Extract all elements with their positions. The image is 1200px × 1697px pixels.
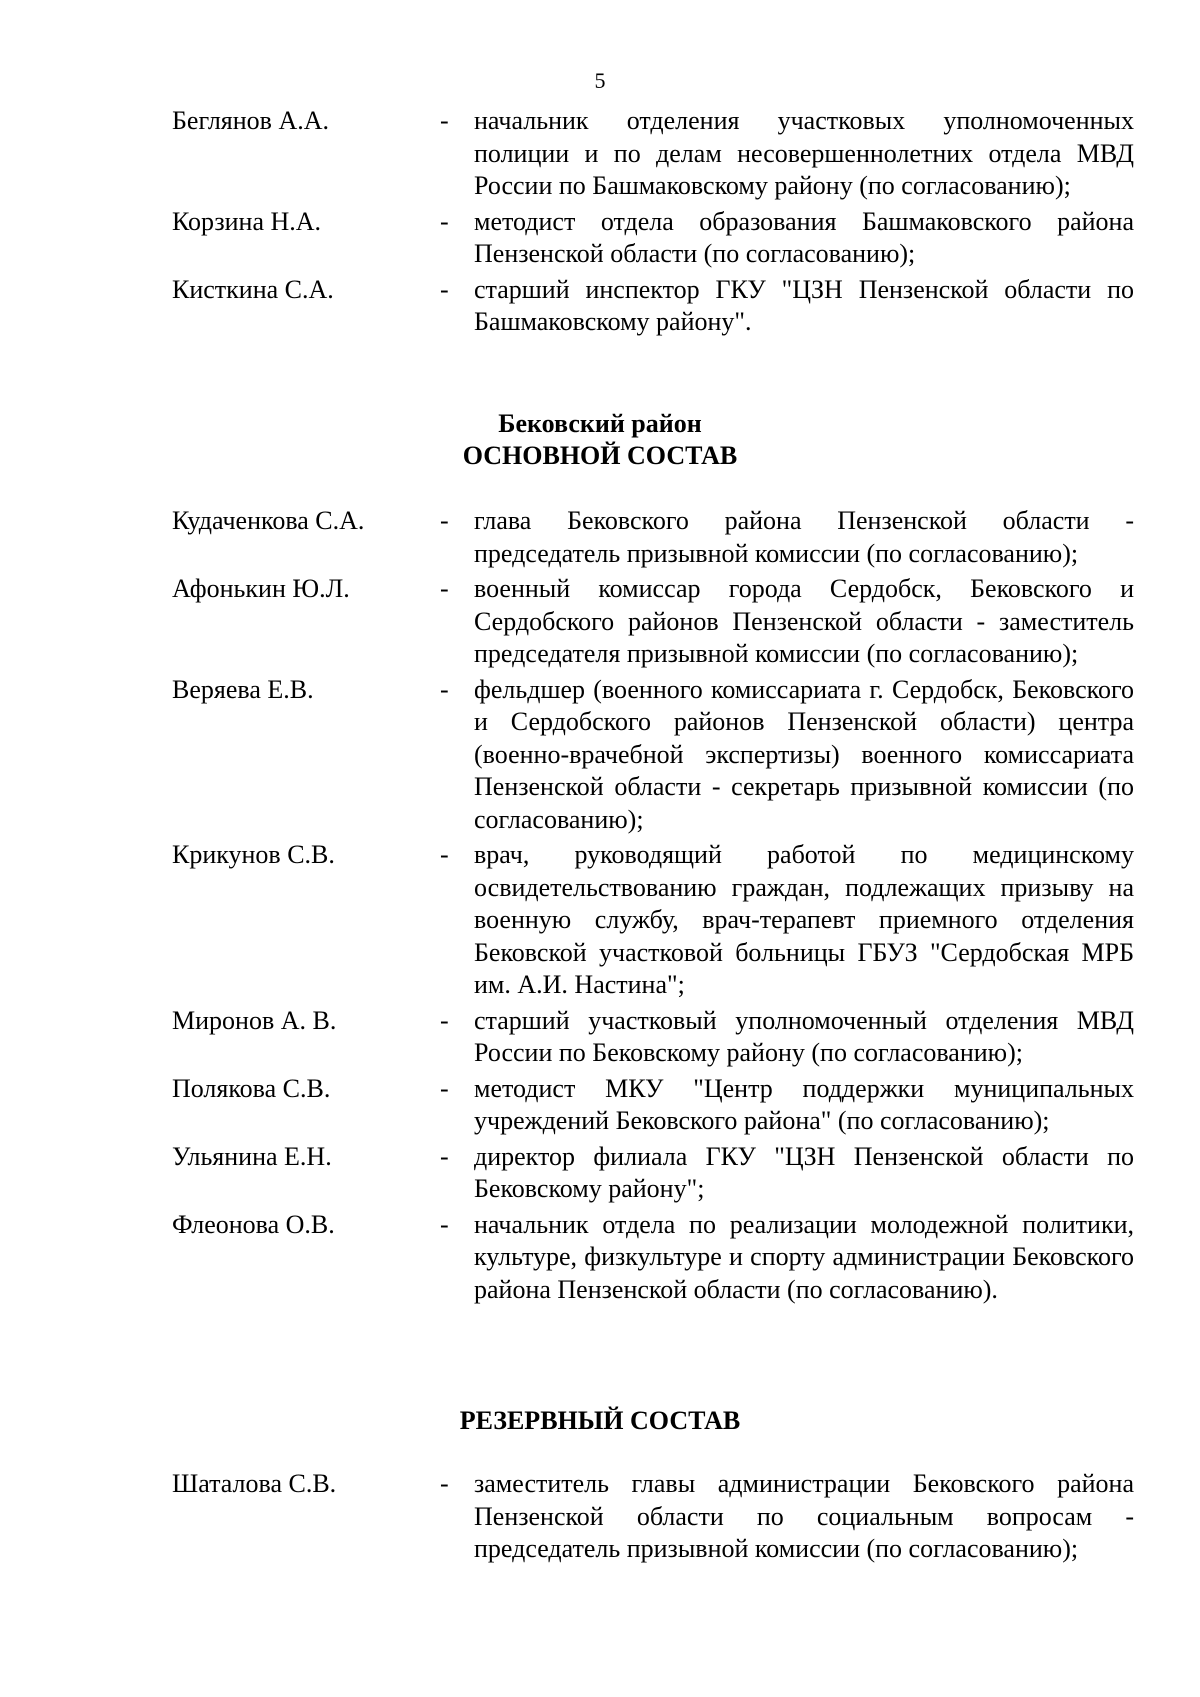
member-dash: - [440,840,449,869]
member-entry [172,105,1134,203]
member-position: военный комиссар города Сердобск, Бековского и Сердобского районов Пензенской области - заместитель председателя призывной комиссии (по согласованию); [474,574,1134,668]
member-name: Шаталова С.В. [172,1469,337,1498]
member-position: старший инспектор ГКУ "ЦЗН Пензенской области по Башмаковскому району". [474,274,1134,336]
member-entry [172,1468,1134,1566]
reserve-composition-title: РЕЗЕРВНЫЙ СОСТАВ [459,1406,741,1435]
member-dash: - [440,1141,449,1171]
member-entry [172,1073,1134,1138]
member-entry [172,573,1134,671]
member-name: Кисткина С.А. [172,274,334,304]
member-entry [172,674,1134,837]
member-position: фельдшер (военного комиссариата г. Сердобск, Бековского и Сердобского районов Пензенской области) центра (военно-врачебной экспертизы) военного комиссариата Пензенской области - секретарь призывной комиссии (по согласованию); [474,674,1134,834]
member-entry [172,1141,1134,1206]
member-entry [172,505,1134,570]
reserve-member-list [172,1468,1134,1566]
member-position: заместитель главы администрации Бековского района Пензенской области по социальным вопросам - председатель призывной комиссии (по согласованию); [474,1469,1134,1563]
member-position: директор филиала ГКУ "ЦЗН Пензенской области по Бековскому району"; [474,1141,1134,1203]
member-name: Веряева Е.В. [172,674,314,704]
member-position: начальник отделения участковых уполномоченных полиции и по делам несовершеннолетних отдела МВД России по Башмаковскому району (по согласованию); [474,106,1134,200]
member-dash: - [440,274,449,304]
member-position: начальник отдела по реализации молодежной политики, культуре, физкультуре и спорту администрации Бековского района Пензенской области (по согласованию). [474,1209,1134,1304]
member-entry [172,1209,1134,1307]
member-name: Флеонова О.В. [172,1209,335,1239]
member-position: методист отдела образования Башмаковского района Пензенской области (по согласованию); [474,206,1134,268]
continuation-member-list [172,105,1134,339]
member-dash: - [440,1005,449,1035]
member-position: старший участковый уполномоченный отделения МВД России по Бековскому району (по согласованию); [474,1005,1134,1067]
member-entry [172,1005,1134,1070]
member-name: Беглянов А.А. [172,106,329,135]
member-position: методист МКУ "Центр поддержки муниципальных учреждений Бековского района" (по согласованию); [474,1073,1134,1135]
member-name: Ульянина Е.Н. [172,1141,332,1171]
member-entry [172,839,1134,1002]
page-number: 5 [594,68,606,93]
member-dash: - [440,506,449,535]
member-dash: - [440,574,449,603]
member-name: Крикунов С.В. [172,840,335,869]
main-composition-title: ОСНОВНОЙ СОСТАВ [462,441,738,470]
member-dash: - [440,1073,449,1103]
member-entry [172,274,1134,339]
member-entry [172,206,1134,271]
member-name: Корзина Н.А. [172,206,322,236]
member-position: глава Бековского района Пензенской области - председатель призывной комиссии (по согласованию); [474,506,1134,568]
member-dash: - [440,106,449,135]
member-dash: - [440,674,449,704]
member-position: врач, руководящий работой по медицинскому освидетельствованию граждан, подлежащих призыву на военную службу, врач-терапевт приемного отделения Бековской участковой больницы ГБУЗ "Сердобская МРБ им. А.И. Настина"; [474,840,1134,999]
member-name: Миронов А. В. [172,1005,337,1035]
member-name: Кудаченкова С.А. [172,506,365,535]
member-name: Полякова С.В. [172,1073,331,1103]
main-member-list [172,505,1134,1306]
member-dash: - [440,1469,449,1498]
member-name: Афонькин Ю.Л. [172,574,350,603]
member-dash: - [440,206,449,236]
member-dash: - [440,1209,449,1239]
district-title: Бековский район [498,409,702,438]
